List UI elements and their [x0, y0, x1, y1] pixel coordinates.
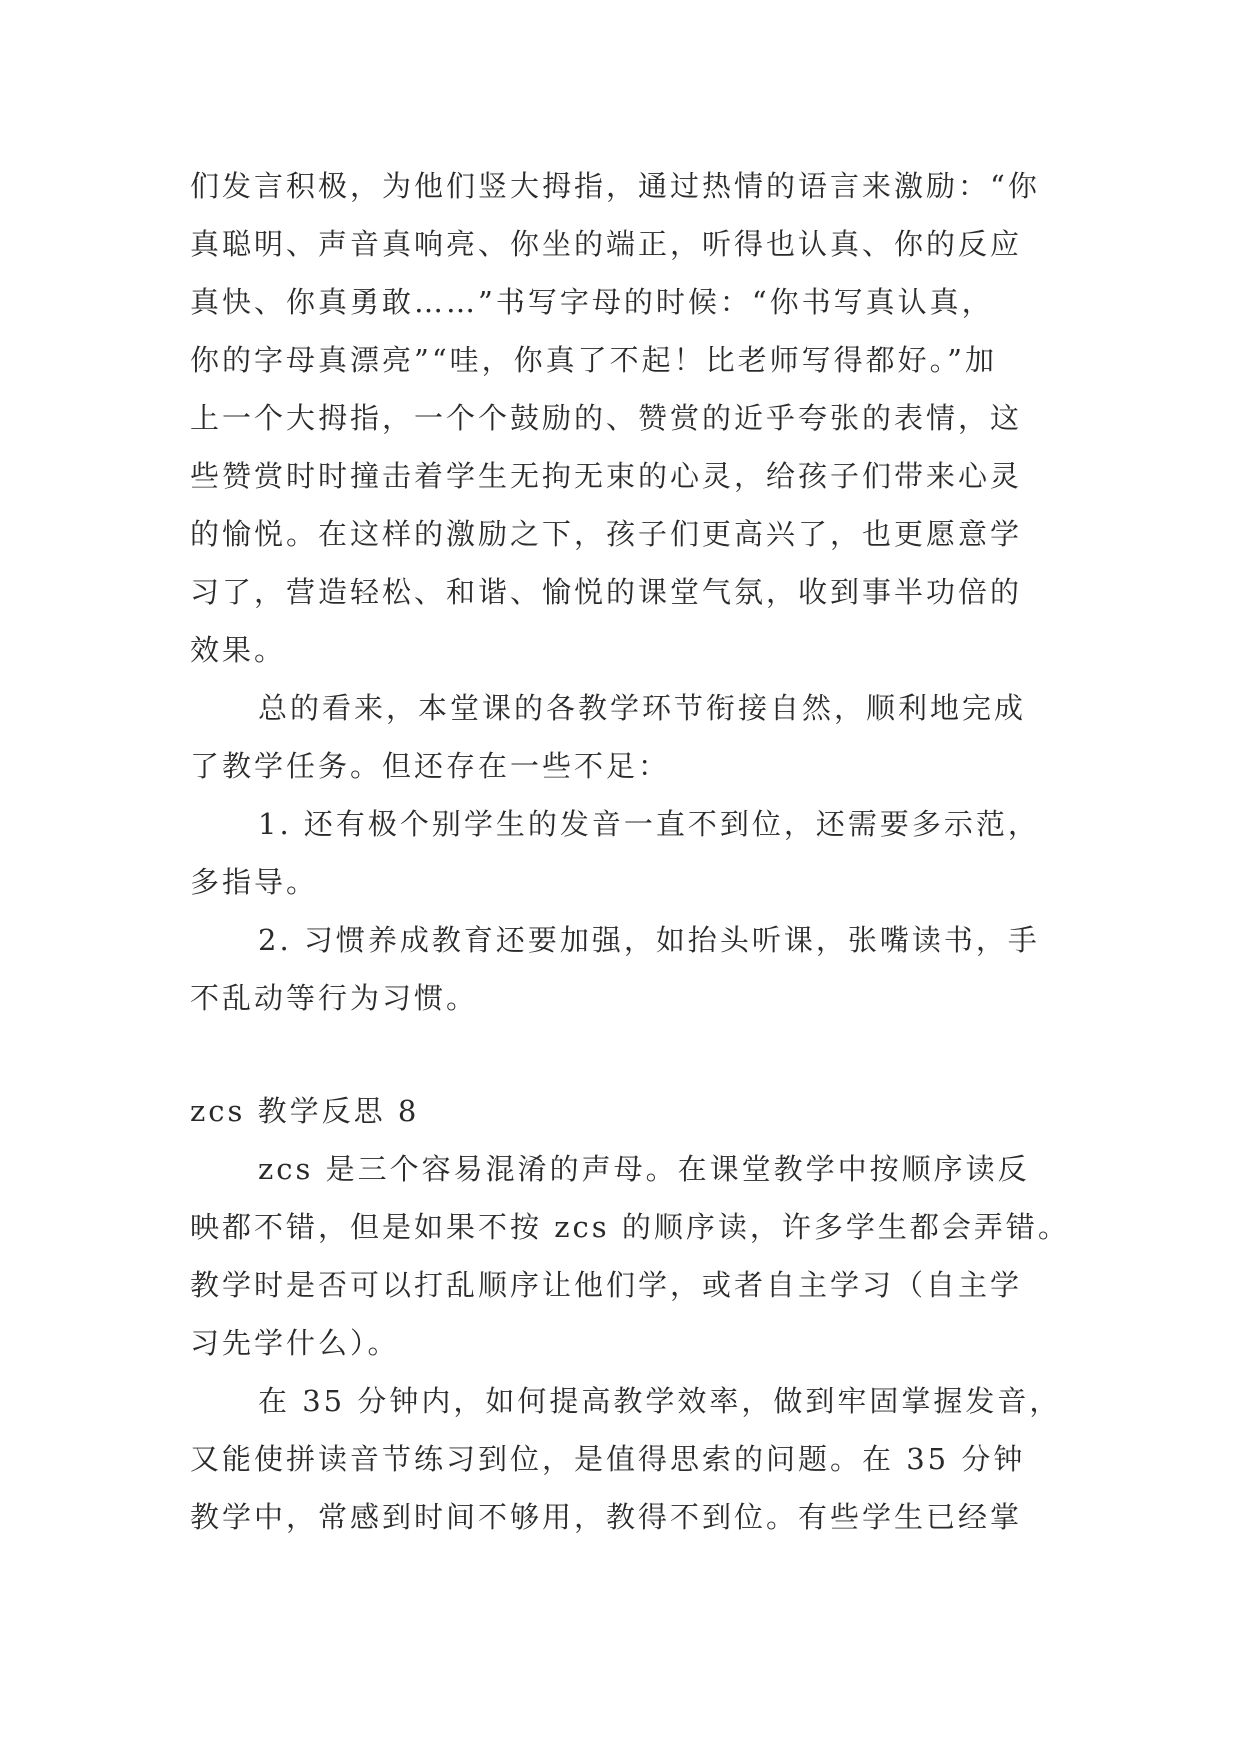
paragraph-praise [190, 157, 1052, 679]
list-item-1 [190, 795, 1052, 911]
list-item-line: 2. 习惯养成教育还要加强，如抬头听课，张嘴读书，手 [258, 923, 1040, 957]
paragraph-line: zcs 是三个容易混淆的声母。在课堂教学中按顺序读反 [258, 1152, 1030, 1186]
paragraph-line: 真聪明、声音真响亮、你坐的端正，听得也认真、你的反应 [190, 227, 1023, 261]
paragraph-efficiency [190, 1372, 1062, 1546]
paragraph-line: 习了，营造轻松、和谐、愉悦的课堂气氛，收到事半功倍的 [190, 575, 1023, 609]
paragraph-line: 的愉悦。在这样的激励之下，孩子们更高兴了，也更愿意学 [190, 517, 1023, 551]
paragraph-line: 教学时是否可以打乱顺序让他们学，或者自主学习（自主学 [190, 1268, 1023, 1302]
paragraph-line: 上一个大拇指，一个个鼓励的、赞赏的近乎夸张的表情，这 [190, 401, 1023, 435]
paragraph-line: 在 35 分钟内，如何提高教学效率，做到牢固掌握发音， [258, 1384, 1062, 1418]
paragraph-line: 们发言积极，为他们竖大拇指，通过热情的语言来激励：“你 [190, 169, 1040, 203]
list-item-line: 不乱动等行为习惯。 [190, 981, 479, 1015]
paragraph-line: 真快、你真勇敢……”书写字母的时候：“你书写真认真， [190, 285, 994, 319]
paragraph-line: 映都不错，但是如果不按 zcs 的顺序读，许多学生都会弄错。 [190, 1210, 1070, 1244]
paragraph-zcs [190, 1140, 1070, 1372]
section-heading [190, 1082, 1052, 1140]
paragraph-line: 你的字母真漂亮”“哇，你真了不起！比老师写得都好。”加 [190, 343, 997, 377]
paragraph-line: 总的看来，本堂课的各教学环节衔接自然，顺利地完成 [258, 691, 1027, 725]
section-title: zcs 教学反思 8 [190, 1094, 420, 1128]
list-item-2 [190, 911, 1052, 1027]
paragraph-line: 教学中，常感到时间不够用，教得不到位。有些学生已经掌 [190, 1500, 1023, 1534]
paragraph-line: 习先学什么）。 [190, 1326, 400, 1360]
paragraph-line: 了教学任务。但还存在一些不足： [190, 749, 671, 783]
paragraph-line: 些赞赏时时撞击着学生无拘无束的心灵，给孩子们带来心灵 [190, 459, 1023, 493]
list-item-line: 多指导。 [190, 865, 319, 899]
paragraph-summary [190, 679, 1052, 795]
paragraph-line: 又能使拼读音节练习到位，是值得思索的问题。在 35 分钟 [190, 1442, 1026, 1476]
list-item-line: 1. 还有极个别学生的发音一直不到位，还需要多示范， [258, 807, 1040, 841]
paragraph-line: 效果。 [190, 633, 287, 667]
